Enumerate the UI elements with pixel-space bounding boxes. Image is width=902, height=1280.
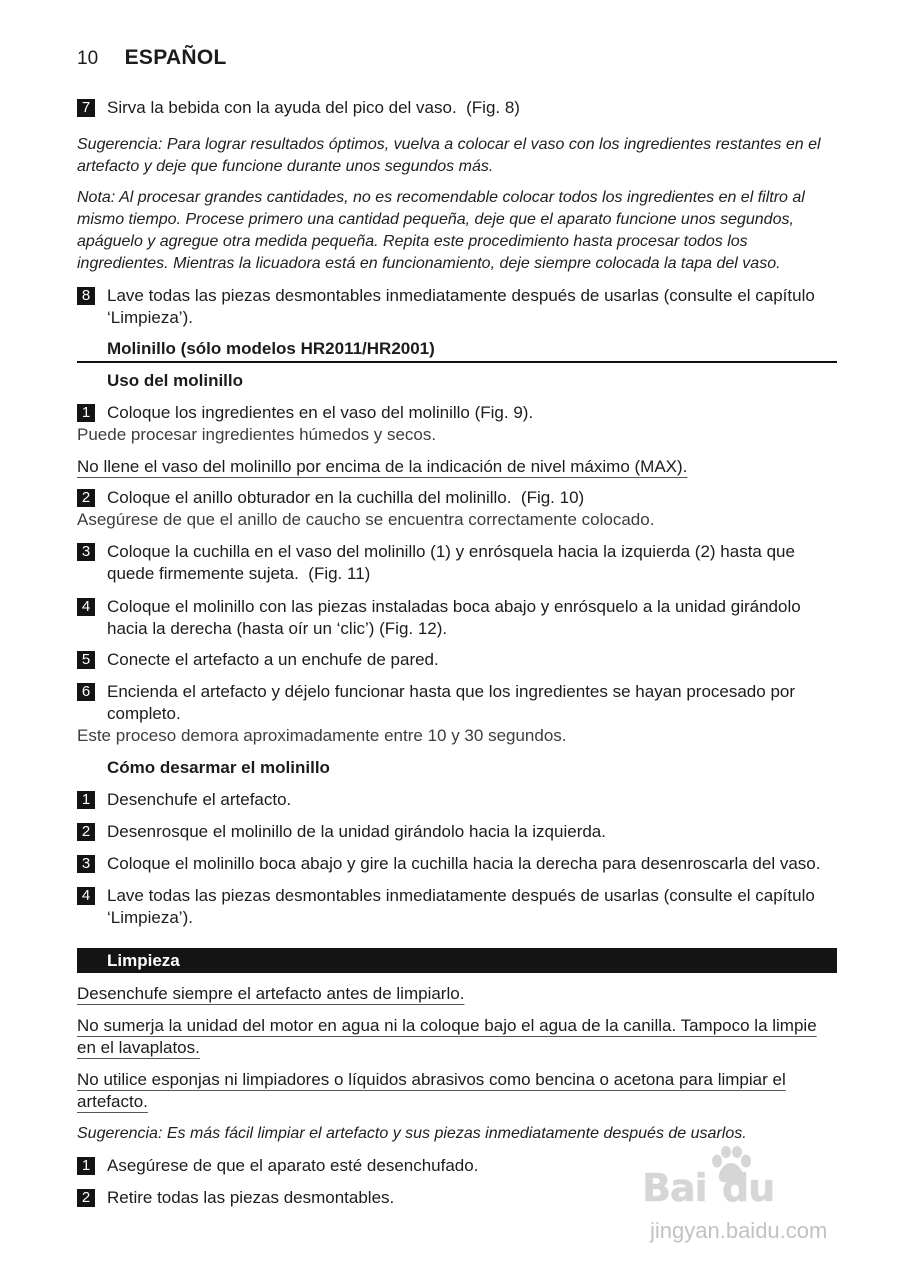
step-number-badge: 6: [77, 683, 95, 701]
grinder-step-4: [77, 596, 832, 640]
watermark: [638, 1146, 843, 1256]
step-number-badge: 4: [77, 887, 95, 905]
section-divider: [77, 361, 837, 363]
warning-paragraph: [77, 456, 829, 478]
step-text: Encienda el artefacto y déjelo funcionar hasta que los ingredientes se hayan procesado por completo.: [107, 682, 800, 723]
warning-paragraph: [77, 1069, 829, 1113]
disassemble-step-3: [77, 853, 832, 875]
step-serve-drink: [77, 97, 832, 119]
step-text: Lave todas las piezas desmontables inmediatamente después de usarlas (consulte el capítulo ‘Limpieza’).: [107, 886, 820, 927]
disassemble-step-4: [77, 885, 832, 929]
warning-text: No utilice esponjas ni limpiadores o líquidos abrasivos como bencina o acetona para limpiar el artefacto.: [77, 1070, 786, 1111]
warning-paragraph: [77, 983, 829, 1005]
step-text: Desenchufe el artefacto.: [107, 790, 292, 809]
step-number-badge: 7: [77, 99, 95, 117]
grinder-step-5: [77, 649, 832, 671]
warning-paragraph: [77, 1015, 829, 1059]
grinder-step-3: [77, 541, 832, 585]
step-wash-parts: [77, 285, 832, 329]
page-header: [77, 45, 227, 71]
step-number-badge: 8: [77, 287, 95, 305]
page-number: 10: [77, 48, 99, 69]
step-text: Lave todas las piezas desmontables inmediatamente después de usarlas (consulte el capítulo ‘Limpieza’).: [107, 286, 820, 327]
section-title-cleaning: Limpieza: [107, 951, 180, 970]
step-number-badge: 1: [77, 1157, 95, 1175]
warning-text: No llene el vaso del molinillo por encima de la indicación de nivel máximo (MAX).: [77, 457, 688, 476]
step-text: Asegúrese de que el aparato esté desenchufado.: [107, 1156, 479, 1175]
step-text: Coloque el anillo obturador en la cuchilla del molinillo. (Fig. 10): [107, 488, 585, 507]
tip-paragraph: Sugerencia: Para lograr resultados óptimos, vuelva a colocar el vaso con los ingredientes restantes en el artefacto y deje que funcione durante unos segundos más.: [77, 136, 821, 175]
step-text: Coloque el molinillo con las piezas instaladas boca abajo y enrósquelo a la unidad girándolo hacia la derecha (hasta oír un ‘clic’) (Fig. 12).: [107, 597, 806, 638]
step-note: Este proceso demora aproximadamente entre 10 y 30 segundos.: [77, 726, 567, 745]
language-title: ESPAÑOL: [124, 46, 227, 69]
subheading-grinder-use: Uso del molinillo: [107, 371, 244, 390]
disassemble-step-2: [77, 821, 832, 843]
watermark-brand-left: Bai: [642, 1166, 707, 1210]
step-text: Retire todas las piezas desmontables.: [107, 1188, 395, 1207]
step-number-badge: 2: [77, 823, 95, 841]
step-text: Desenrosque el molinillo de la unidad girándolo hacia la izquierda.: [107, 822, 606, 841]
step-text: Coloque los ingredientes en el vaso del molinillo (Fig. 9).: [107, 403, 534, 422]
warning-text: No sumerja la unidad del motor en agua ni la coloque bajo el agua de la canilla. Tampoco la limpie en el lavaplatos.: [77, 1016, 817, 1057]
disassemble-step-1: [77, 789, 832, 811]
step-number-badge: 1: [77, 791, 95, 809]
step-text: Coloque el molinillo boca abajo y gire la cuchilla hacia la derecha para desenroscarla del vaso.: [107, 854, 821, 873]
watermark-url: jingyan.baidu.com: [650, 1218, 828, 1243]
step-note: Puede procesar ingredientes húmedos y secos.: [77, 425, 437, 444]
step-text: Sirva la bebida con la ayuda del pico del vaso. (Fig. 8): [107, 98, 520, 117]
step-note: Asegúrese de que el anillo de caucho se encuentra correctamente colocado.: [77, 510, 655, 529]
step-number-badge: 3: [77, 543, 95, 561]
tip-paragraph: Sugerencia: Es más fácil limpiar el artefacto y sus piezas inmediatamente después de usarlos.: [77, 1125, 747, 1142]
warning-text: Desenchufe siempre el artefacto antes de limpiarlo.: [77, 984, 465, 1003]
section-heading-grinder: Molinillo (sólo modelos HR2011/HR2001): [107, 339, 435, 358]
grinder-step-6: [77, 681, 832, 725]
step-number-badge: 3: [77, 855, 95, 873]
step-number-badge: 2: [77, 489, 95, 507]
step-number-badge: 5: [77, 651, 95, 669]
watermark-brand-right: du: [722, 1166, 775, 1210]
grinder-step-2: [77, 487, 832, 509]
subheading-grinder-disassemble: Cómo desarmar el molinillo: [107, 758, 330, 777]
section-bar-cleaning: [77, 948, 837, 973]
step-text: Conecte el artefacto a un enchufe de pared.: [107, 650, 439, 669]
step-text: Coloque la cuchilla en el vaso del molinillo (1) y enrósquela hacia la izquierda (2) hasta que quede firmemente sujeta. (Fig. 11): [107, 542, 800, 583]
grinder-step-1: [77, 402, 832, 424]
step-number-badge: 2: [77, 1189, 95, 1207]
step-number-badge: 1: [77, 404, 95, 422]
step-number-badge: 4: [77, 598, 95, 616]
note-paragraph: Nota: Al procesar grandes cantidades, no es recomendable colocar todos los ingredientes en el filtro al mismo tiempo. Procese primero una cantidad pequeña, deje que el aparato funcione unos segundos, apáguelo y agregue otra medida pequeña. Repita este procedimiento hasta procesar todos los ingredientes. Mientras la licuadora está en funcionamiento, deje siempre colocada la tapa del vaso.: [77, 189, 805, 272]
